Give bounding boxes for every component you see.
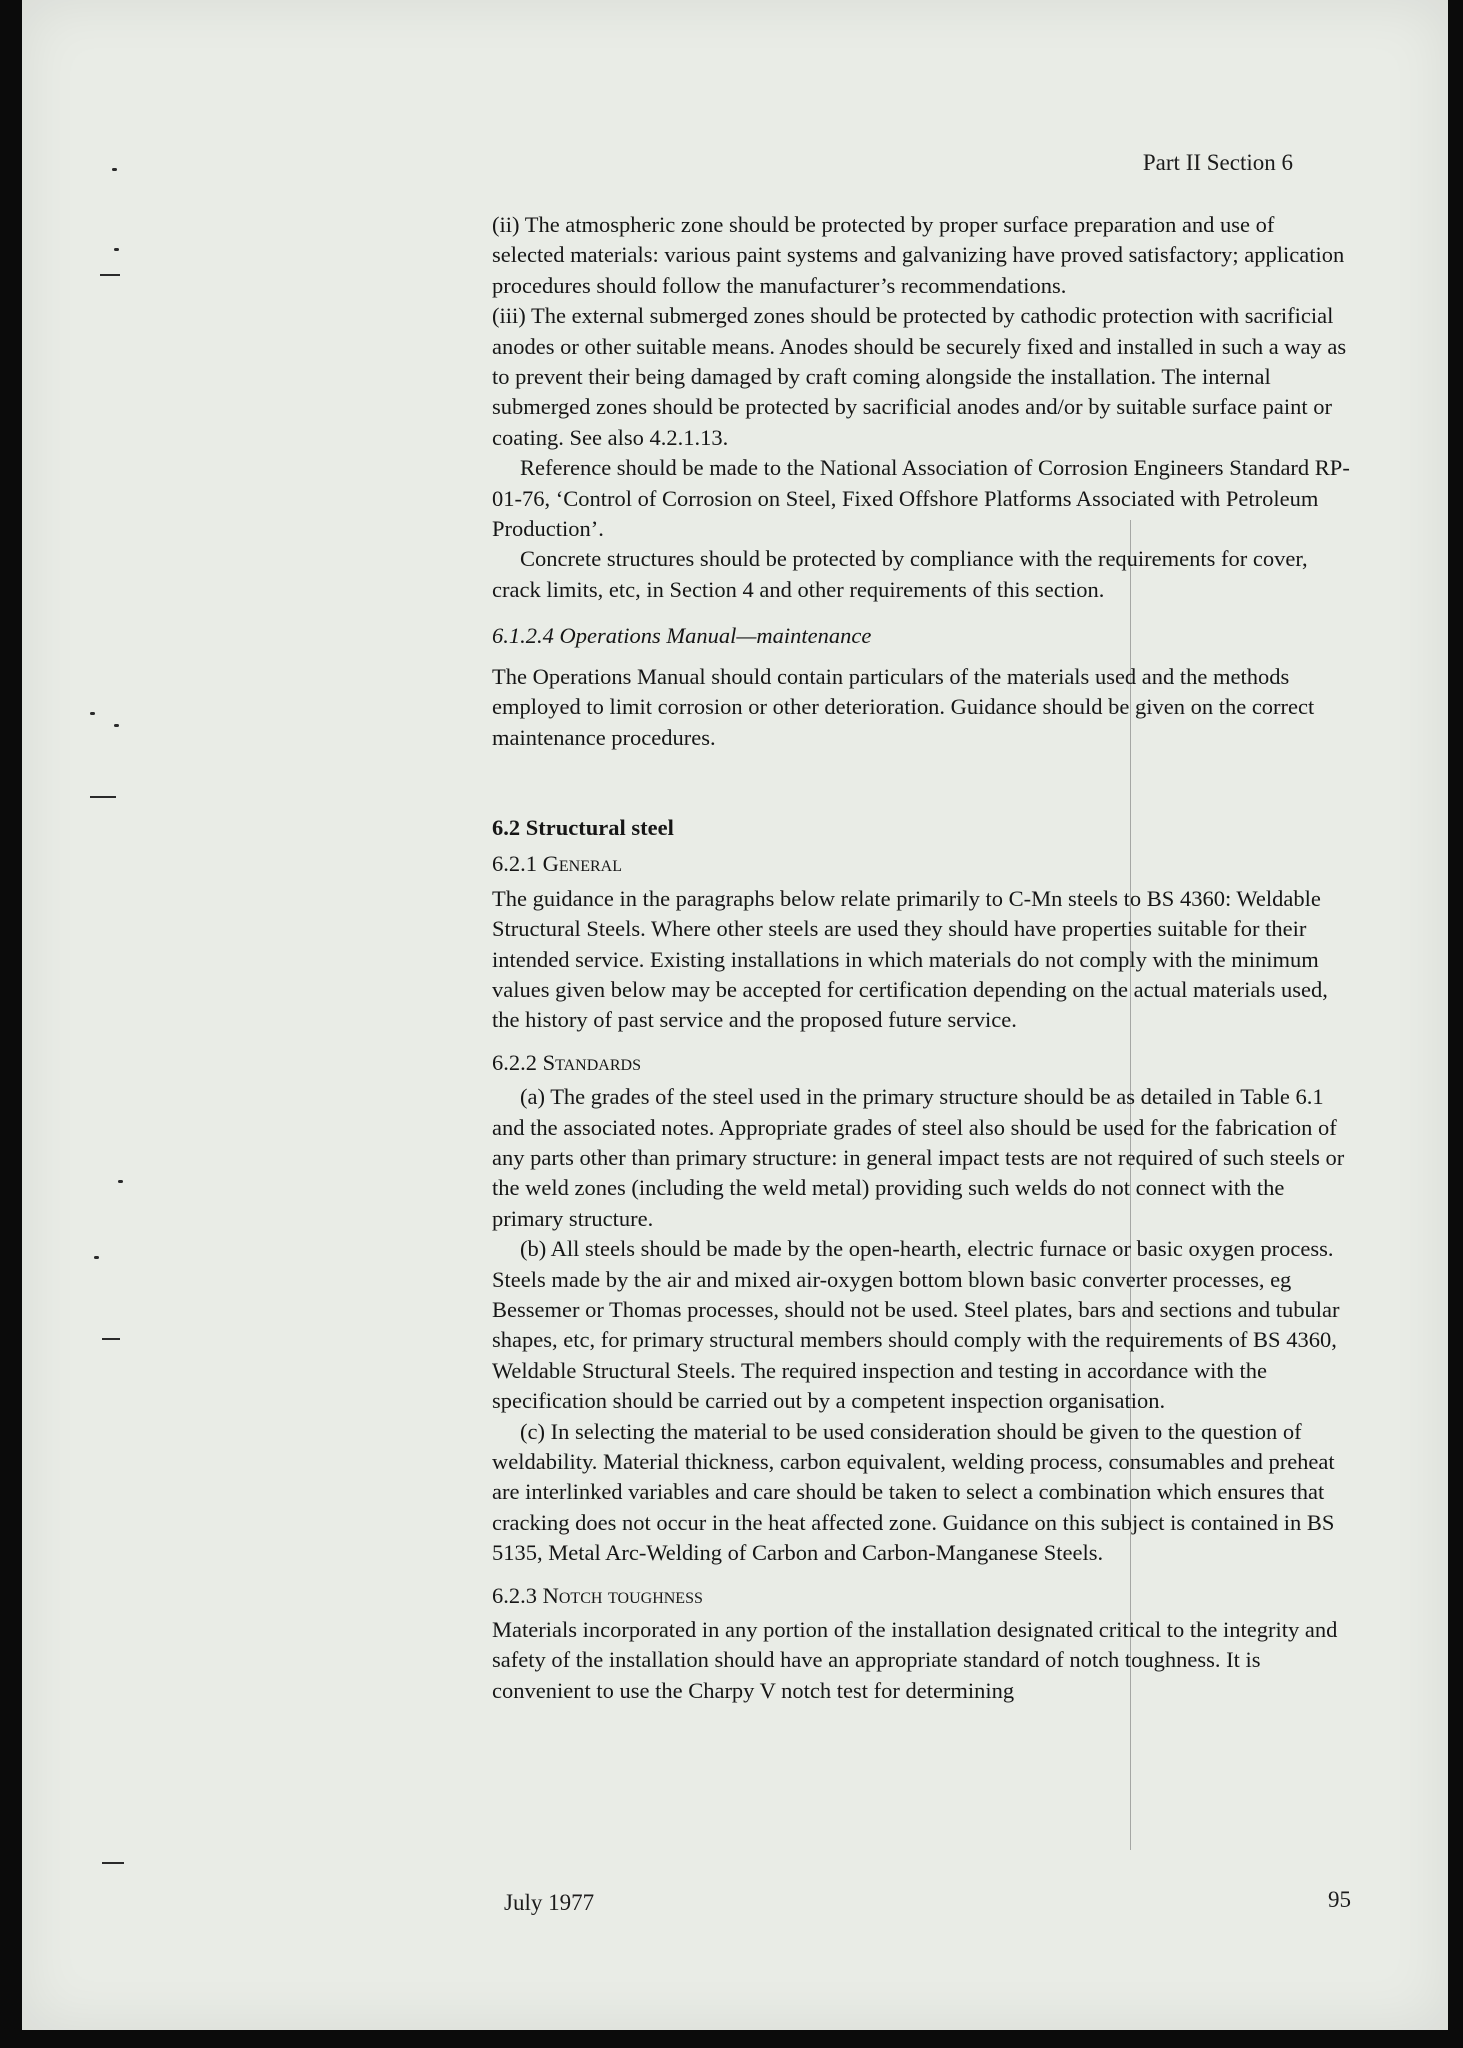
paragraph-concrete-structures: Concrete structures should be protected by compliance with the requirements for cover, crack limits, etc, in Section 4 and other requirements of this section. <box>492 546 1308 602</box>
paragraph-nace-reference: Reference should be made to the National Association of Corrosion Engineers Standard RP-01-76, ‘Control of Corrosion on Steel, Fixed Offshore Platforms Associated with Petroleum Production’. <box>492 455 1350 542</box>
paragraph-operations-manual: The Operations Manual should contain particulars of the materials used and the methods employed to limit corrosion or other deterioration. Guidance should be given on the correct maintenance procedures. <box>492 663 1315 750</box>
body-text <box>492 210 1352 1706</box>
paragraph-standards-a: (a) The grades of the steel used in the primary structure should be as detailed in Table 6.1 and the associated notes. Appropriate grades of steel also should be used for the fabrication of any parts other than primary structure: in general impact tests are not required of such steels or the weld zones (including the weld metal) providing such welds do not connect with the primary structure. <box>492 1084 1345 1231</box>
heading-6-2-2: 6.2.2 Standards <box>492 1049 641 1075</box>
paragraph-submerged-zones: (iii) The external submerged zones should be protected by cathodic protection with sacrificial anodes or other suitable means. Anodes should be securely fixed and installed in such a way as to prevent their being damaged by craft coming alongside the installation. The internal submerged zones should be protected by sacrificial anodes and/or by suitable surface paint or coating. See also 4.2.1.13. <box>492 303 1347 450</box>
section-title-6-2: 6.2 Structural steel <box>492 814 674 840</box>
document-page <box>22 0 1448 2030</box>
scan-speck <box>90 712 95 715</box>
scan-speck <box>114 248 119 251</box>
heading-6-1-2-4: 6.1.2.4 Operations Manual—maintenance <box>492 623 872 649</box>
paragraph-atmospheric-zone: (ii) The atmospheric zone should be protected by proper surface preparation and use of selected materials: various paint systems and galvanizing have proved satisfactory; application procedures should follow the manufacturer’s recommendations. <box>492 212 1345 298</box>
paragraph-standards-b: (b) All steels should be made by the open-hearth, electric furnace or basic oxygen process. Steels made by the air and mixed air-oxygen bottom blown basic converter processes, eg Bessemer or Thomas processes, should not be used. Steel plates, bars and sections and tubular shapes, etc, for primary structural members should comply with the requirements of BS 4360, Weldable Structural Steels. The required inspection and testing in accordance with the specification should be carried out by a competent inspection organisation. <box>492 1236 1340 1414</box>
scan-mark <box>102 1862 124 1864</box>
footer-date: July 1977 <box>504 1890 595 1915</box>
page-number: 95 <box>1328 1887 1351 1912</box>
heading-6-2-3: 6.2.3 Notch toughness <box>492 1582 703 1608</box>
scan-mark <box>102 1338 120 1340</box>
heading-6-2-1: 6.2.1 General <box>492 851 622 877</box>
scan-mark <box>90 796 116 798</box>
scan-speck <box>112 168 117 171</box>
running-head: Part II Section 6 <box>1142 150 1293 175</box>
paragraph-notch-toughness: Materials incorporated in any portion of the installation designated critical to the integrity and safety of the installation should have an appropriate standard of notch toughness. It is convenient to use the Charpy V notch test for determining <box>492 1617 1338 1703</box>
paragraph-standards-c: (c) In selecting the material to be used consideration should be given to the question of weldability. Material thickness, carbon equivalent, welding process, consumables and preheat are interlinked variables and care should be taken to select a combination which ensures that cracking does not occur in the heat affected zone. Guidance on this subject is contained in BS 5135, Metal Arc-Welding of Carbon and Carbon-Manganese Steels. <box>492 1418 1335 1566</box>
scan-mark <box>100 274 120 276</box>
scan-speck <box>94 1256 99 1259</box>
scan-speck <box>118 1180 123 1183</box>
paragraph-general: The guidance in the paragraphs below relate primarily to C-Mn steels to BS 4360: Weldable Structural Steels. Where other steels are used they should have properties suitable for their intended service. Existing installations in which materials do not comply with the minimum values given below may be accepted for certification depending on the actual materials used, the history of past service and the proposed future service. <box>492 885 1328 1033</box>
scan-speck <box>114 724 119 727</box>
